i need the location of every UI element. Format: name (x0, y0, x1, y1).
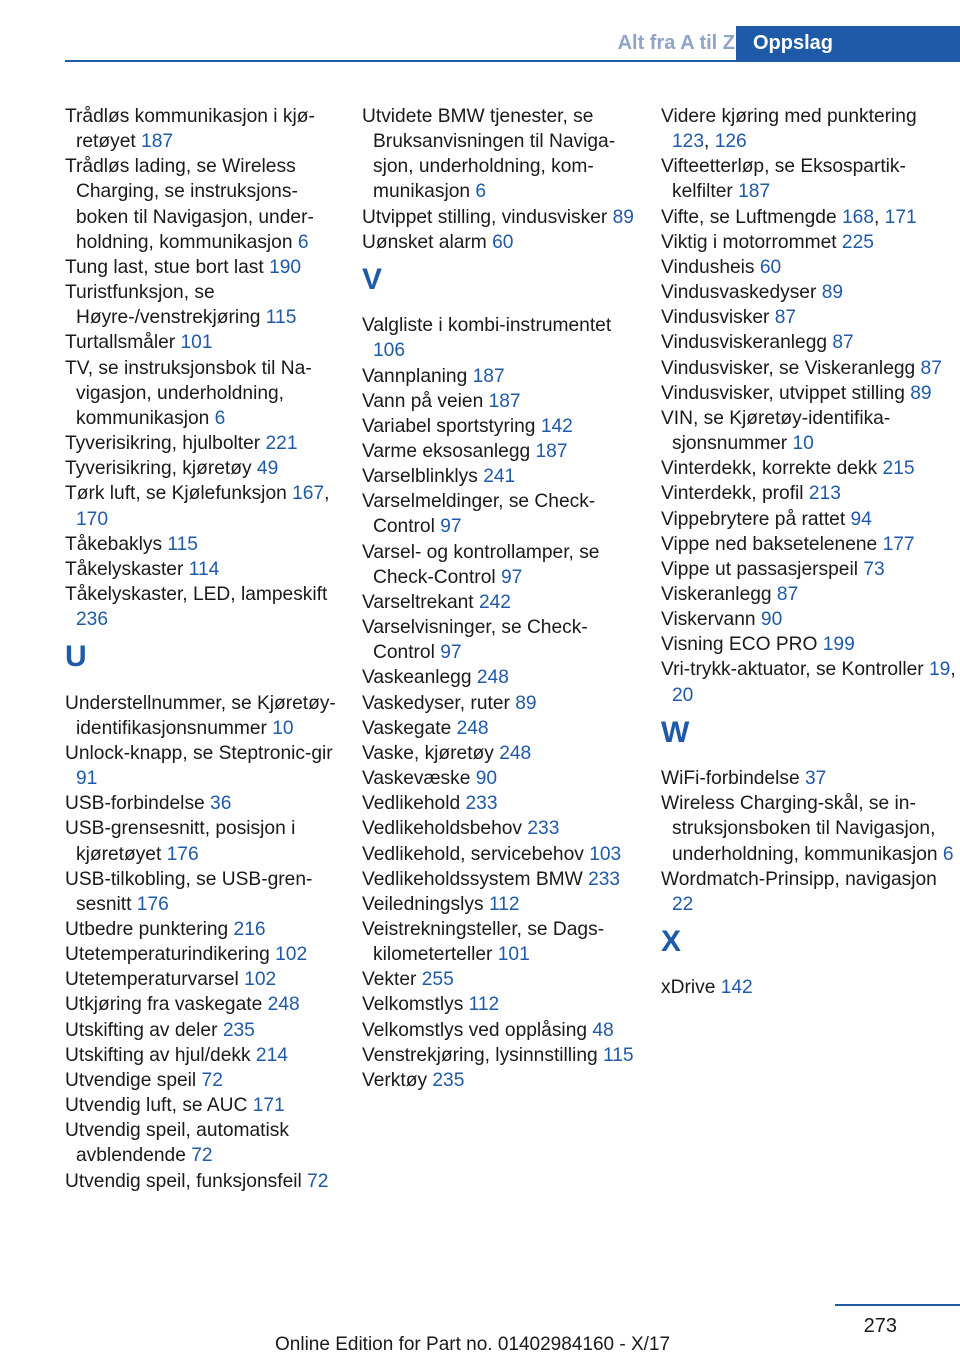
page-link[interactable]: 87 (832, 332, 854, 354)
page-link[interactable]: 187 (738, 181, 771, 203)
page-link[interactable]: 89 (821, 282, 844, 304)
footer-rule (835, 1304, 960, 1306)
header-tab-label: Oppslag (736, 26, 960, 62)
index-entry (65, 1018, 337, 1043)
index-column-3 (661, 104, 956, 1000)
index-entry (362, 917, 634, 967)
index-entry-text: Vann på veien (362, 390, 489, 412)
index-entry (661, 532, 956, 557)
page-link[interactable]: 60 (492, 231, 514, 253)
index-letter-heading: V (362, 262, 383, 296)
header-section-title: Alt fra A til Z (617, 32, 735, 54)
index-entry-text: TV, se instruksjonsbok til Navigasjon, underholdning, kommunikasjon (65, 357, 312, 429)
page-link[interactable]: 187 (535, 441, 568, 463)
page-link[interactable]: 225 (841, 231, 874, 253)
index-entry (661, 330, 956, 355)
index-entry-text: Vedlikeholdssystem BMW (362, 868, 589, 890)
index-entry (362, 615, 634, 665)
index-entry (65, 992, 337, 1017)
index-entry-text: Wireless Charging-skål, se instruksjonsboken til Navigasjon, underholdning, kommunikasjon (661, 793, 943, 865)
index-entry (65, 1169, 337, 1194)
index-entry-text: Viskeranlegg (661, 583, 777, 605)
index-entry-text: Turistfunksjon, se Høyre-/venstrekjøring (65, 282, 266, 329)
page-link[interactable]: 233 (527, 818, 560, 840)
page-link[interactable]: 233 (588, 868, 621, 890)
index-entry (661, 230, 956, 255)
index-letter-heading: X (661, 924, 682, 958)
index-entry (65, 791, 337, 816)
index-entry-text: Utvendige speil (65, 1069, 202, 1091)
index-entry-text: Valgliste i kombi-instrumentet (362, 315, 612, 337)
page-link[interactable]: 213 (808, 483, 841, 505)
page-link[interactable]: 6 (475, 181, 487, 203)
page-link[interactable]: 142 (720, 977, 753, 999)
index-entry (65, 481, 337, 531)
index-entry (362, 741, 634, 766)
index-entry (65, 557, 337, 582)
index-entry-text: Vannplaning (362, 365, 473, 387)
page-link[interactable]: 168 (841, 206, 874, 228)
index-entry (661, 305, 956, 330)
index-entry (661, 456, 956, 481)
page-link[interactable]: 216 (233, 918, 266, 940)
page-link[interactable]: 115 (167, 533, 198, 555)
index-entry-text: Utvendig luft, se AUC (65, 1095, 253, 1117)
page-link[interactable]: 101 (497, 944, 530, 966)
page-link[interactable]: 102 (244, 969, 277, 991)
page-link[interactable]: 248 (267, 994, 300, 1016)
index-entry (661, 867, 956, 917)
index-entry (65, 967, 337, 992)
page-link[interactable]: 36 (210, 793, 232, 815)
index-entry (65, 1118, 337, 1168)
page-link[interactable]: 115 (265, 307, 297, 329)
index-entry (661, 154, 956, 204)
page-link[interactable]: 248 (499, 742, 532, 764)
index-entry (661, 104, 956, 154)
index-entry-text: Utkjøring fra vaskegate (65, 994, 268, 1016)
index-entry-text: Vindusheis (661, 256, 760, 278)
page-separator: , (950, 659, 956, 681)
page-link[interactable]: 167 (292, 483, 325, 505)
index-entry-text: Vaskegate (362, 717, 457, 739)
index-entry (661, 657, 956, 707)
page-link[interactable]: 177 (882, 533, 915, 555)
index-entry-text: Utvendig speil, automatisk avblendende (65, 1120, 289, 1167)
index-entry (362, 439, 634, 464)
page-link[interactable]: 97 (440, 516, 462, 538)
page-link[interactable]: 123 (672, 131, 705, 153)
index-entry (362, 313, 634, 363)
page-link[interactable]: 10 (792, 433, 814, 455)
index-entry-text: Uønsket alarm (362, 231, 493, 253)
index-entry (362, 464, 634, 489)
page-link[interactable]: 87 (776, 583, 799, 605)
page-link[interactable]: 89 (910, 382, 932, 404)
index-entry (362, 540, 634, 590)
index-column-2 (362, 104, 634, 1093)
index-entry-text: Vekter (362, 969, 422, 991)
index-entry (362, 691, 634, 716)
index-entry-text: Videre kjøring med punktering (661, 106, 917, 127)
page-link[interactable]: 170 (76, 508, 109, 530)
index-entry (362, 892, 634, 917)
page-link[interactable]: 215 (882, 458, 915, 480)
index-entry-text: Vippebrytere på rattet (661, 508, 851, 530)
page-link[interactable]: 37 (804, 768, 827, 790)
index-entry (362, 867, 634, 892)
index-entry (362, 489, 634, 539)
index-entry-text: Utvendig speil, funksjonsfeil (65, 1170, 308, 1192)
index-entry-text: Wordmatch-Prinsipp, navigasjon (661, 868, 937, 890)
page-link[interactable]: 187 (141, 131, 174, 153)
page-link[interactable]: 248 (476, 667, 509, 689)
index-entry-text: Vindusviskeranlegg (661, 332, 833, 354)
index-entry (362, 104, 634, 205)
page-link[interactable]: 171 (884, 206, 917, 228)
page-link[interactable]: 102 (275, 944, 308, 966)
page-link[interactable]: 221 (265, 433, 298, 455)
index-entry-text: Vindusvisker, se Viskeranlegg (661, 357, 921, 379)
index-entry (661, 280, 956, 305)
index-entry (661, 481, 956, 506)
index-entry-text: Veiledningslys (362, 893, 489, 915)
page-link[interactable]: 22 (672, 893, 694, 915)
index-entry (65, 456, 337, 481)
index-entry (65, 255, 337, 280)
index-entry-text: Vedlikehold, servicebehov (362, 843, 590, 865)
index-entry-text: Varseltrekant (362, 591, 479, 613)
page-link[interactable]: 6 (214, 407, 226, 429)
page-link[interactable]: 236 (76, 609, 109, 631)
index-entry-text: Utvidete BMW tjenester, se Bruksanvisningen til Navigasjon, underholdning, kommunikasjon (362, 106, 616, 203)
index-entry (65, 1043, 337, 1068)
index-entry (65, 154, 337, 255)
page-number: 273 (863, 1315, 897, 1337)
page-link[interactable]: 72 (191, 1145, 213, 1167)
index-entry (362, 842, 634, 867)
page-link[interactable]: 90 (760, 609, 783, 631)
index-entry (362, 716, 634, 741)
index-entry (362, 1068, 634, 1093)
index-entry-text: Varselvisninger, se Check-Control (362, 617, 588, 664)
index-entry-text: Understellnummer, se Kjøretøy-identifikasjonsnummer (65, 692, 336, 739)
index-entry-text: Viktig i motorrommet (661, 231, 842, 253)
index-entry (362, 1018, 634, 1043)
page-link[interactable]: 190 (269, 256, 302, 278)
index-entry (65, 582, 337, 632)
index-entry-text: Vifteetterløp, se Eksospartikkelfilter (661, 156, 906, 203)
page-link[interactable]: 171 (252, 1095, 285, 1117)
index-entry-text: Veistrekningsteller, se Dagskilometerteller (362, 918, 605, 966)
page-link[interactable]: 6 (942, 843, 954, 865)
index-entry-text: Verktøy (362, 1069, 433, 1091)
index-entry-text: Tyverisikring, hjulbolter (65, 433, 266, 455)
page-link[interactable]: 255 (421, 969, 454, 991)
index-entry-text: Vinterdekk, profil (661, 483, 809, 505)
index-entry (65, 867, 337, 917)
index-entry-text: Variabel sportstyring (362, 415, 541, 437)
page-link[interactable]: 101 (180, 332, 213, 354)
page-link[interactable]: 87 (774, 307, 797, 329)
index-entry (661, 557, 956, 582)
index-entry-text: Vinterdekk, korrekte dekk (661, 458, 883, 480)
index-entry-text: Vindusvisker, utvippet stilling (661, 382, 911, 404)
index-entry (362, 766, 634, 791)
page-link[interactable]: 89 (612, 206, 634, 228)
page-link[interactable]: 97 (440, 642, 462, 664)
index-entry (65, 356, 337, 431)
page-link[interactable]: 115 (603, 1044, 634, 1066)
index-entry-text: Utetemperaturvarsel (65, 969, 245, 991)
index-entry-text: Varsel- og kontrollamper, se Check-Control (362, 541, 600, 588)
page-link[interactable]: 235 (222, 1019, 255, 1041)
index-entry-text: Tåkelyskaster, LED, lampeskift (65, 583, 328, 605)
page-link[interactable]: 97 (500, 566, 523, 588)
index-entry (661, 975, 956, 1000)
index-entry-text: Vippe ut passasjerspeil (661, 558, 864, 580)
page-separator: , (704, 131, 715, 153)
page-link[interactable]: 233 (465, 793, 498, 815)
index-entry-text: Vaskeanlegg (362, 667, 477, 689)
index-entry-text: Varme eksosanlegg (362, 441, 536, 463)
page-link[interactable]: 72 (201, 1069, 223, 1091)
page-link[interactable]: 176 (166, 843, 199, 865)
index-entry (65, 741, 337, 791)
index-entry-text: Trådløs kommunikasjon i kjøretøyet (65, 106, 315, 153)
page-link[interactable]: 49 (256, 458, 279, 480)
page-link[interactable]: 73 (863, 558, 885, 580)
page-link[interactable]: 248 (456, 717, 489, 739)
page-link[interactable]: 187 (488, 390, 521, 412)
index-entry (661, 791, 956, 866)
page-link[interactable]: 106 (373, 340, 406, 362)
index-entry-text: Varselblinklys (362, 466, 484, 488)
page-separator: , (874, 206, 885, 228)
index-entry-text: Vaskevæske (362, 768, 476, 790)
index-entry-text: Utvippet stilling, vindusvisker (362, 206, 613, 228)
index-entry-text: VIN, se Kjøretøy-identifikasjonsnummer (661, 407, 891, 455)
index-entry (65, 816, 337, 866)
index-entry-text: Visning ECO PRO (661, 634, 823, 656)
index-entry-text: Velkomstlys ved opplåsing (362, 1019, 593, 1041)
index-entry-text: Vaske, kjøretøy (362, 742, 500, 764)
index-entry (65, 691, 337, 741)
page-link[interactable]: 91 (76, 768, 98, 790)
page-link[interactable]: 214 (255, 1044, 288, 1066)
index-entry-text: Venstrekjøring, lysinnstilling (362, 1044, 604, 1066)
page-link[interactable]: 199 (822, 634, 855, 656)
index-entry (661, 507, 956, 532)
page-link[interactable]: 6 (297, 231, 309, 253)
page-link[interactable]: 126 (714, 131, 747, 153)
index-entry (362, 791, 634, 816)
index-entry-text: xDrive (661, 977, 721, 999)
page-link[interactable]: 235 (432, 1069, 465, 1091)
index-column-1 (65, 104, 337, 1194)
index-entry (362, 816, 634, 841)
index-entry-text: Vri-trykk-aktuator, se Kontroller (661, 659, 929, 681)
index-entry-text: Utbedre punktering (65, 918, 234, 940)
page-link[interactable]: 89 (515, 692, 537, 714)
page-link[interactable]: 103 (589, 843, 622, 865)
index-entry (65, 917, 337, 942)
page-link[interactable]: 90 (475, 768, 498, 790)
page-link[interactable]: 187 (472, 365, 505, 387)
index-entry-text: Viskervann (661, 609, 761, 631)
index-entry-text: Velkomstlys (362, 994, 469, 1016)
index-entry (661, 632, 956, 657)
index-entry-text: Utskifting av deler (65, 1019, 223, 1041)
index-entry-text: Vedlikehold (362, 793, 466, 815)
index-entry (362, 665, 634, 690)
index-entry (661, 381, 956, 406)
index-entry-text: Varselmeldinger, se Check-Control (362, 491, 596, 538)
page-link[interactable]: 48 (592, 1019, 614, 1041)
page-link[interactable]: 87 (920, 357, 942, 379)
index-entry (661, 582, 956, 607)
index-entry (362, 230, 634, 255)
index-entry-text: Tung last, stue bort last (65, 256, 270, 278)
index-entry (661, 766, 956, 791)
index-entry (65, 532, 337, 557)
edition-note: Online Edition for Part no. 01402984160 - X/17 (275, 1334, 671, 1355)
index-entry-text: Vindusvisker (661, 307, 775, 329)
page-link[interactable]: 241 (483, 466, 516, 488)
index-entry (362, 992, 634, 1017)
index-entry-text: Tyverisikring, kjøretøy (65, 458, 257, 480)
index-entry-text: Trådløs lading, se Wireless Charging, se instruksjonsboken til Navigasjon, underholdning, kommunikasjon (65, 156, 314, 253)
index-entry (362, 414, 634, 439)
index-entry (65, 104, 337, 154)
index-entry-text: Vedlikeholdsbehov (362, 818, 528, 840)
index-entry (362, 967, 634, 992)
index-entry (65, 942, 337, 967)
page-link[interactable]: 112 (468, 994, 500, 1016)
page-link[interactable]: 176 (136, 893, 169, 915)
index-letter-heading: U (65, 640, 87, 674)
index-entry-text: WiFi-forbindelse (661, 768, 805, 790)
index-entry (661, 356, 956, 381)
index-entry-text: USB-grensesnitt, posisjon i kjøretøyet (65, 818, 296, 865)
index-entry (65, 1093, 337, 1118)
index-entry (661, 406, 956, 456)
page-link[interactable]: 94 (850, 508, 872, 530)
index-entry-text: Tørk luft, se Kjølefunksjon (65, 483, 293, 505)
page-link[interactable]: 10 (272, 717, 294, 739)
index-entry-text: Vindusvaskedyser (661, 282, 822, 304)
index-entry-text: Tåkelyskaster (65, 558, 189, 580)
index-entry-text: Turtallsmåler (65, 332, 181, 354)
page-link[interactable]: 19 (929, 659, 951, 681)
page-link[interactable]: 72 (307, 1170, 329, 1192)
page-link[interactable]: 142 (540, 415, 573, 437)
index-entry-text: Tåkebaklys (65, 533, 168, 555)
page-link[interactable]: 242 (478, 591, 511, 613)
index-entry-text: USB-forbindelse (65, 793, 211, 815)
page-link[interactable]: 114 (188, 558, 220, 580)
index-entry-text: Utetemperaturindikering (65, 944, 276, 966)
page-link[interactable]: 60 (759, 256, 782, 278)
index-entry-text: Vaskedyser, ruter (362, 692, 516, 714)
index-entry (65, 330, 337, 355)
index-entry (661, 205, 956, 230)
header-rule (65, 60, 960, 62)
page-link[interactable]: 20 (672, 684, 694, 706)
index-entry-text: Vifte, se Luftmengde (661, 206, 842, 228)
page-separator: , (324, 483, 330, 505)
index-entry (362, 205, 634, 230)
index-entry (65, 280, 337, 330)
index-letter-heading: W (661, 715, 690, 749)
index-entry-text: Unlock-knapp, se Steptronic-gir (65, 742, 333, 764)
index-entry-text: Vippe ned baksetelenene (661, 533, 883, 555)
index-entry-text: USB-tilkobling, se USB-grensesnitt (65, 868, 313, 915)
index-entry (65, 431, 337, 456)
index-entry (362, 364, 634, 389)
index-entry (661, 607, 956, 632)
index-entry (661, 255, 956, 280)
index-entry-text: Utskifting av hjul/dekk (65, 1044, 256, 1066)
index-entry (362, 590, 634, 615)
index-entry (362, 1043, 634, 1068)
index-entry (362, 389, 634, 414)
page-link[interactable]: 112 (488, 893, 520, 915)
index-entry (65, 1068, 337, 1093)
